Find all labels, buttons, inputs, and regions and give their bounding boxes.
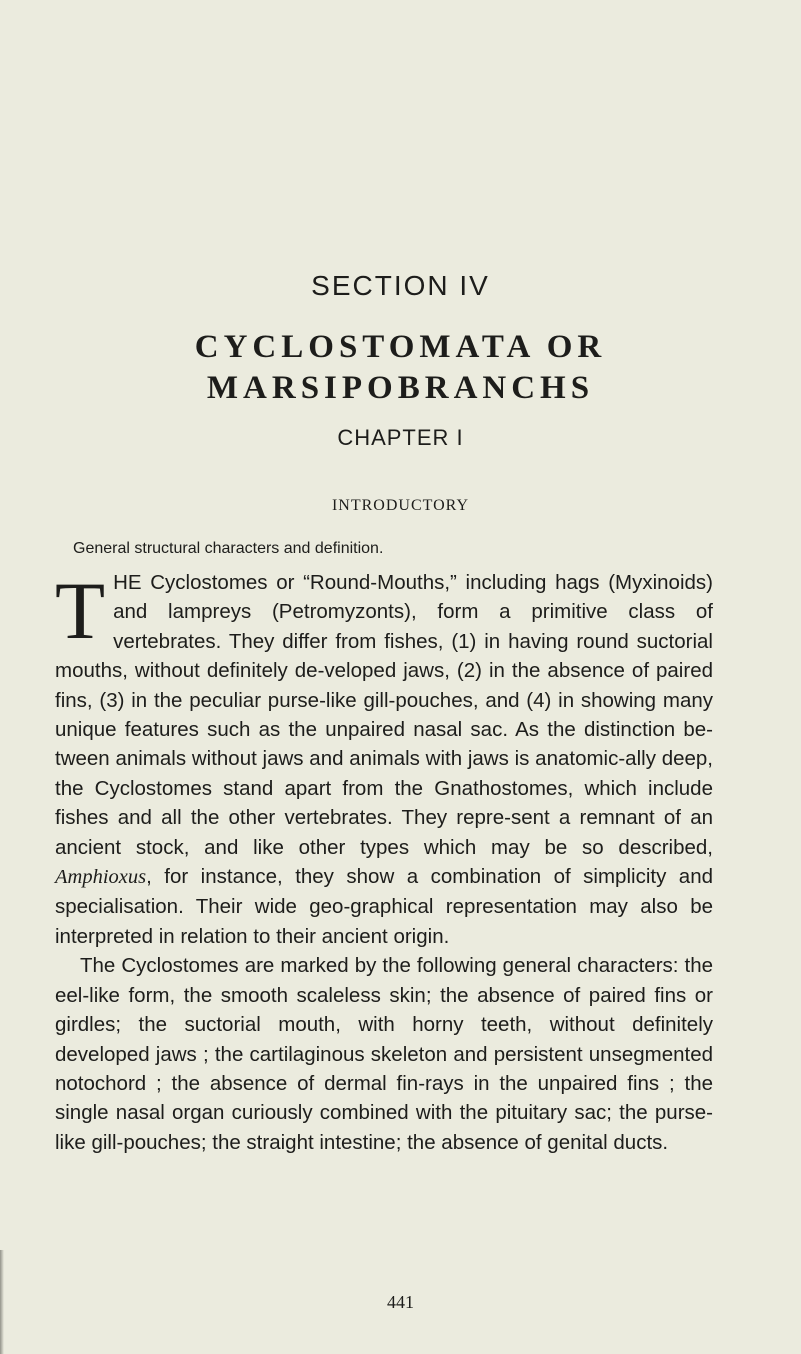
chapter-heading: CHAPTER I — [337, 425, 464, 450]
chapter-title: INTRODUCTORY — [331, 497, 470, 514]
title-line-1: CYCLOSTOMATA OR — [194, 329, 607, 365]
paragraph-1-text-b: , for instance, they show a combination of simplicity and specialisation. Their wide geo-graphical representation may also be interpreted in relation to their ancient origin. — [55, 865, 713, 948]
body-text — [55, 565, 713, 1157]
page-number: 441 — [387, 1292, 414, 1312]
drop-cap: T — [55, 565, 106, 656]
section-heading: SECTION IV — [311, 270, 490, 301]
paragraph-1 — [55, 565, 713, 951]
italic-taxon: Amphioxus — [55, 866, 147, 889]
paragraph-1-text-a: HE Cyclostomes or “Round-Mouths,” including hags (Myxinoids) and lampreys (Petromyzonts), form a primitive class of vertebrates. They differ from fishes, (1) in having round suctorial mouths, without definitely de-veloped jaws, (2) in the absence of paired fins, (3) in the peculiar purse-like gill-pouches, and (4) in showing many unique features such as the unpaired nasal sac. As the distinction be-tween animals without jaws and animals with jaws is anatomic-ally deep, the Cyclostomes stand apart from the Gnathostomes, which include fishes and all the other vertebrates. They repre-sent a remnant of an ancient stock, and like other types which may be so described, — [55, 571, 713, 859]
subheading: General structural characters and definition. — [73, 540, 384, 557]
title-line-2: MARSIPOBRANCHS — [206, 370, 595, 406]
paragraph-2: The Cyclostomes are marked by the following general characters: the eel-like form, the smooth scaleless skin; the absence of paired fins or girdles; the suctorial mouth, with horny teeth, without definitely developed jaws ; the cartilaginous skeleton and persistent unsegmented notochord ; the absence of dermal fin-rays in the unpaired fins ; the single nasal organ curiously combined with the pituitary sac; the purse-like gill-pouches; the straight intestine; the absence of genital ducts. — [55, 954, 713, 1154]
